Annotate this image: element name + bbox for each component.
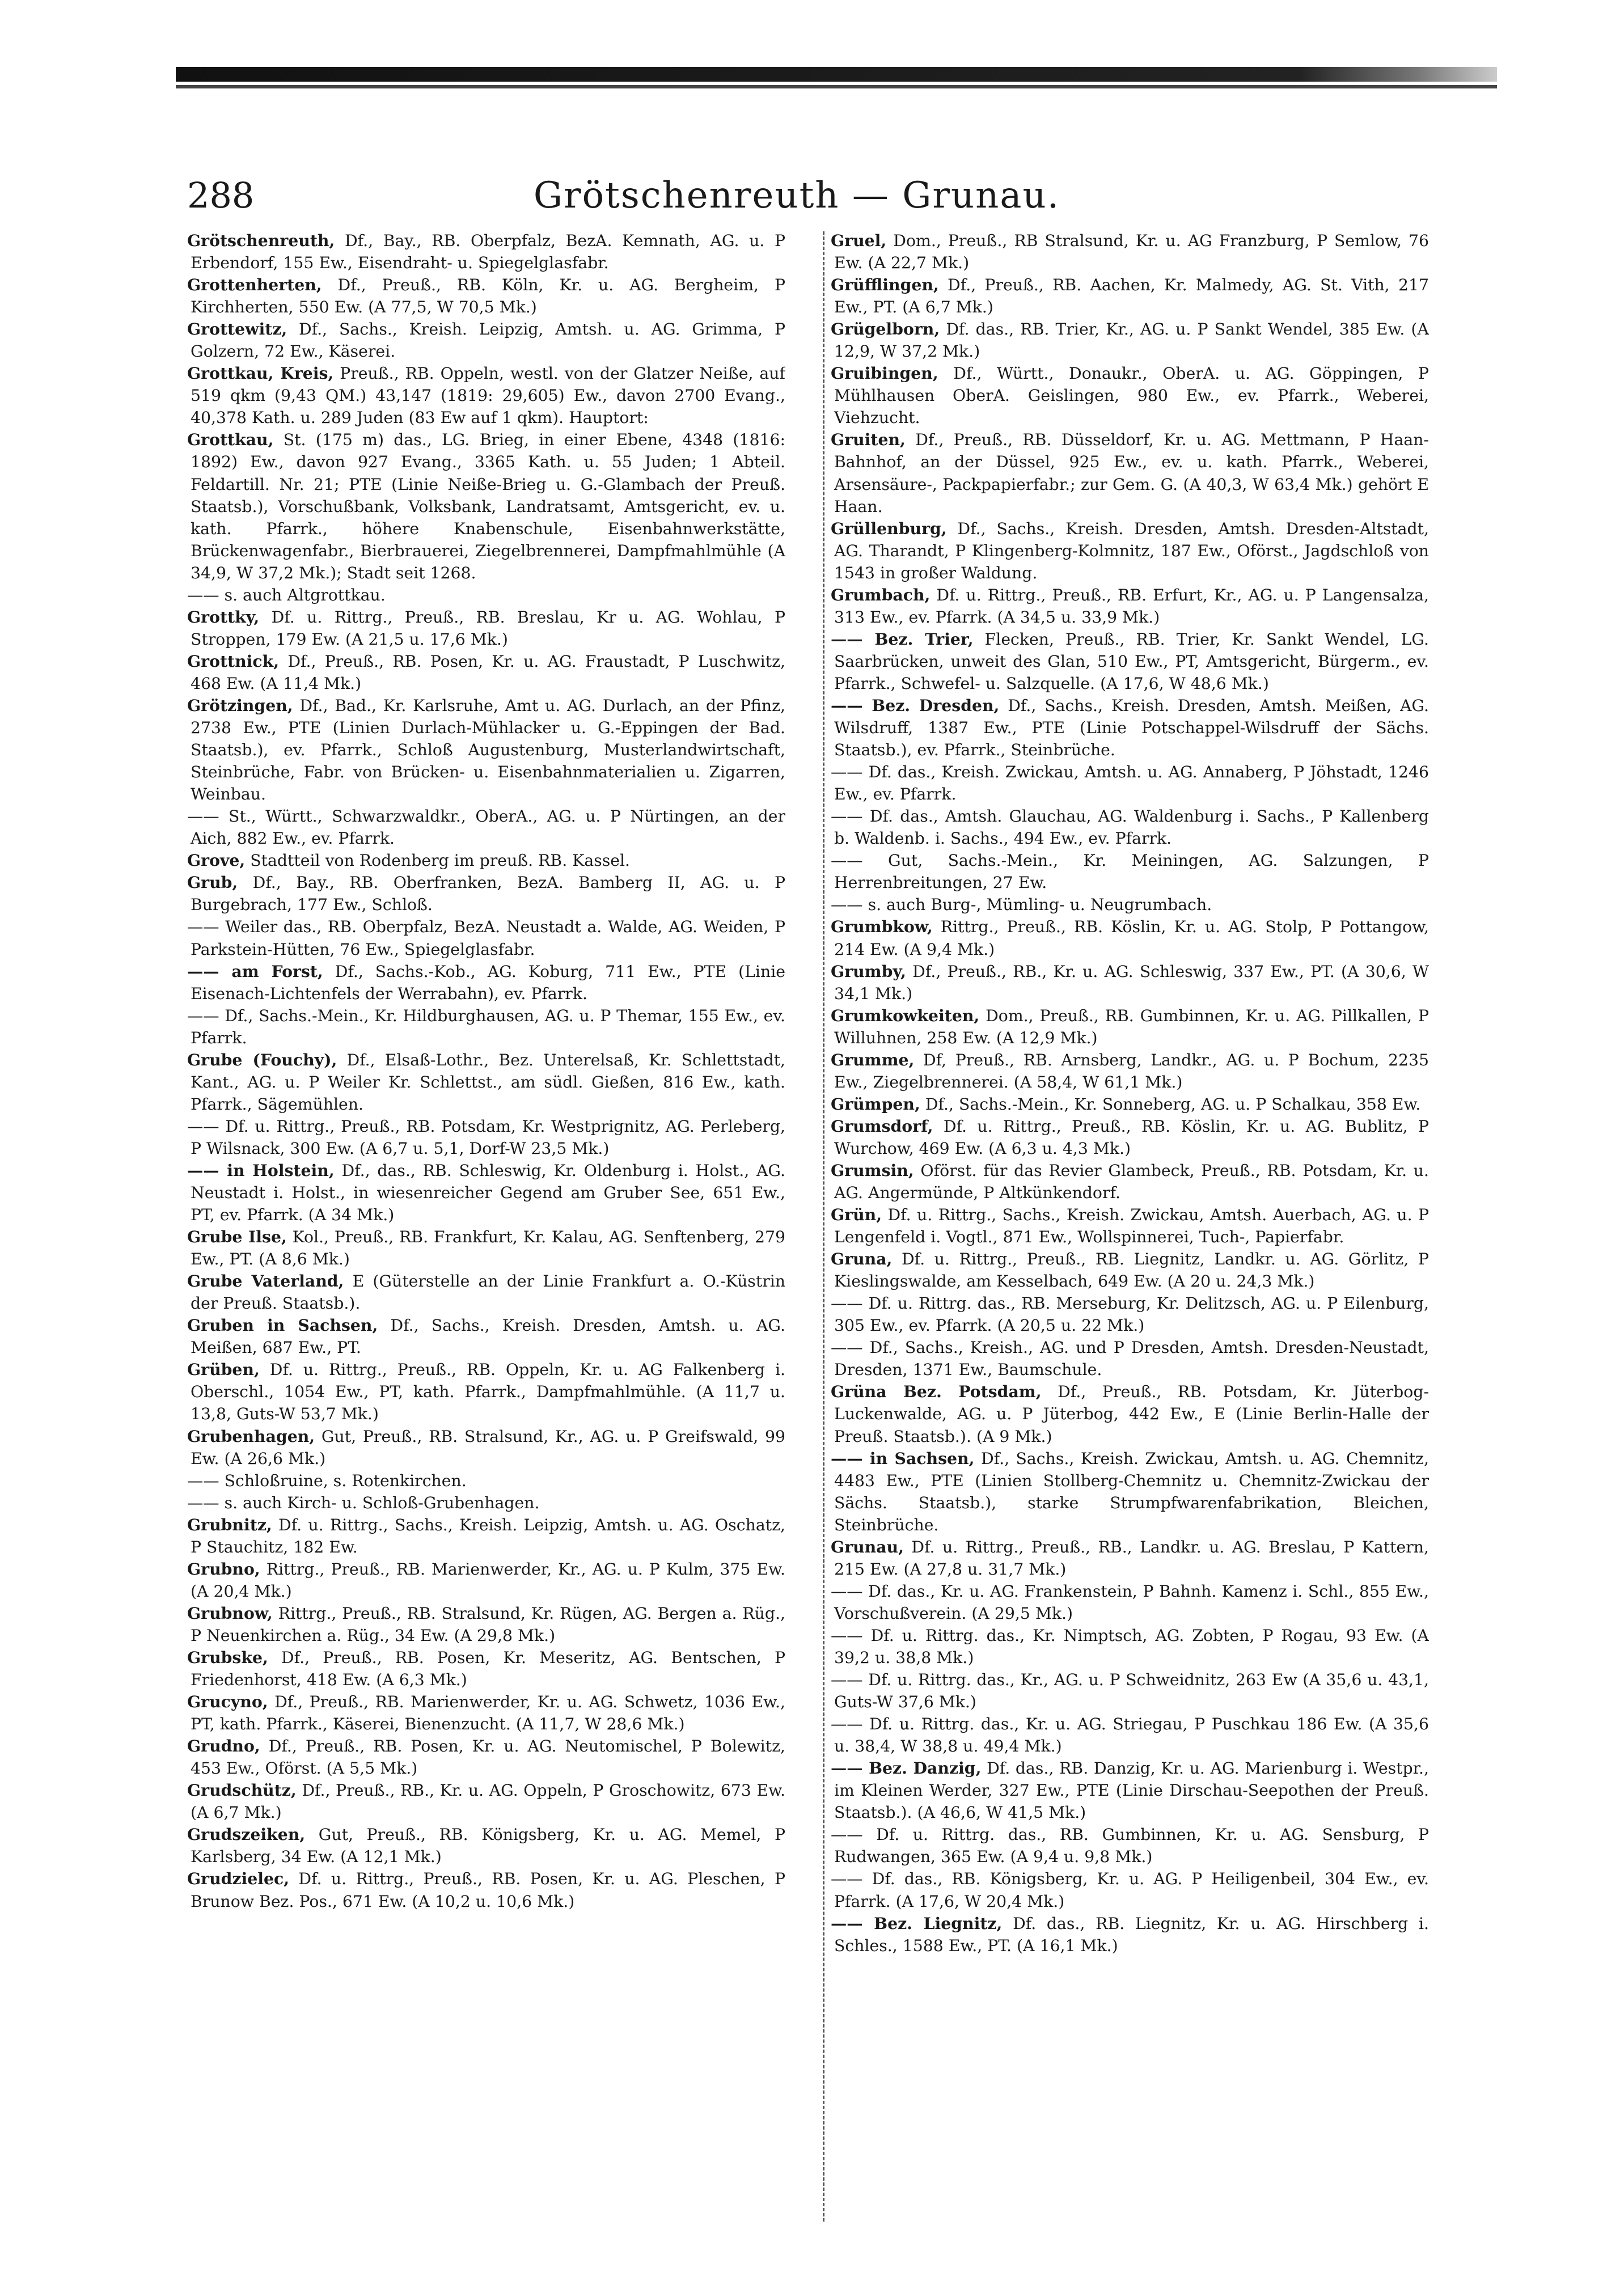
gazetteer-entry: [187, 362, 785, 429]
entry-headword: Grumme,: [831, 1050, 915, 1069]
entry-text: —— Df. u. Rittrg. das., Kr., AG. u. P Schweidnitz, 263 Ew (A 35,6 u. 43,1, Guts-W 37,6 Mk.): [831, 1670, 1429, 1712]
entry-headword: Grubnow,: [187, 1603, 273, 1623]
entry-text: Df., Sachs.-Mein., Kr. Sonneberg, AG. u. P Schalkau, 358 Ew.: [920, 1094, 1421, 1114]
entry-text: —— Df. u. Rittrg. das., Kr. Nimptsch, AG. Zobten, P Rogau, 93 Ew. (A 39,2 u. 38,8 Mk.): [831, 1626, 1429, 1667]
gazetteer-entry: [831, 429, 1429, 517]
gazetteer-entry: [187, 1514, 785, 1558]
entry-headword: Grottewitz,: [187, 319, 287, 339]
entry-text: Df., Sachs., Kreish. Leipzig, Amtsh. u. AG. Grimma, P Golzern, 72 Ew., Käserei.: [191, 320, 785, 361]
gazetteer-entry: [187, 1005, 785, 1049]
entry-headword: Grube Vaterland,: [187, 1271, 344, 1291]
gazetteer-entry: [831, 1669, 1429, 1713]
entry-text: Df. das., RB. Liegnitz, Kr. u. AG. Hirschberg i. Schles., 1588 Ew., PT. (A 16,1 Mk.): [834, 1914, 1429, 1955]
entry-headword: Grubske,: [187, 1648, 268, 1667]
gazetteer-entry: [831, 916, 1429, 960]
gazetteer-entry: [831, 318, 1429, 362]
entry-text: Stadtteil von Rodenberg im preuß. RB. Kassel.: [245, 851, 631, 870]
entry-text: Df., Württ., Donaukr., OberA. u. AG. Göppingen, P Mühlhausen OberA. Geislingen, 980 Ew., ev. Pfarrk., Weberei, Viehzucht.: [834, 364, 1429, 428]
gazetteer-entry: [187, 1824, 785, 1868]
entry-text: —— Df. u. Rittrg. das., RB. Merseburg, Kr. Delitzsch, AG. u. P Eilenburg, 305 Ew., ev. Pfarrk. (A 20,5 u. 22 Mk.): [831, 1294, 1429, 1335]
gazetteer-entry: [187, 274, 785, 318]
gazetteer-entry: [187, 1270, 785, 1314]
entry-text: Df., Elsaß-Lothr., Bez. Unterelsaß, Kr. Schlettstadt, Kant., AG. u. P Weiler Kr. Schlettst., am südl. Gießen, 816 Ew., kath. Pfarrk., Sägemühlen.: [191, 1050, 785, 1114]
entry-headword: —— Bez. Danzig,: [831, 1758, 982, 1778]
entry-text: Df., Preuß., RB. Aachen, Kr. Malmedy, AG. St. Vith, 217 Ew., PT. (A 6,7 Mk.): [834, 276, 1429, 317]
entry-text: Df., Sachs., Kreish. Dresden, Amtsh. u. AG. Meißen, 687 Ew., PT.: [191, 1316, 785, 1357]
gazetteer-entry: [187, 1314, 785, 1359]
gazetteer-entry: [831, 961, 1429, 1005]
entry-text: Df. u. Rittrg., Preuß., RB. Posen, Kr. u. AG. Pleschen, P Brunow Bez. Pos., 671 Ew. (A 10,2 u. 10,6 Mk.): [191, 1869, 785, 1911]
gazetteer-entry: [187, 871, 785, 916]
gazetteer-entry: [831, 628, 1429, 695]
page-number: 288: [187, 175, 255, 216]
entry-text: Df., Preuß., RB. Posen, Kr. Meseritz, AG. Bentschen, P Friedenhorst, 418 Ew. (A 6,3 Mk.): [191, 1648, 785, 1690]
entry-text: Df., Sachs., Kreish. Zwickau, Amtsh. u. AG. Chemnitz, 4483 Ew., PTE (Linien Stollberg-Chemnitz u. Chemnitz-Zwickau der Sächs. Staatsb.), starke Strumpfwarenfabrikation, Bleichen, Steinbrüche.: [834, 1449, 1429, 1534]
entry-text: —— Df., Sachs.-Mein., Kr. Hildburghausen, AG. u. P Themar, 155 Ew., ev. Pfarrk.: [187, 1006, 785, 1047]
entry-headword: Grumby,: [831, 961, 906, 981]
gazetteer-entry: [831, 761, 1429, 805]
entry-headword: Gruiten,: [831, 430, 906, 450]
entry-text: Gut, Preuß., RB. Königsberg, Kr. u. AG. Memel, P Karlsberg, 34 Ew. (A 12,1 Mk.): [191, 1825, 785, 1867]
gazetteer-entry: [831, 274, 1429, 318]
gazetteer-entry: [187, 650, 785, 695]
gazetteer-entry: [187, 318, 785, 362]
entry-text: —— Df. das., RB. Königsberg, Kr. u. AG. P Heiligenbeil, 304 Ew., ev. Pfarrk. (A 17,6, W 20,4 Mk.): [831, 1869, 1429, 1911]
entry-headword: Grümpen,: [831, 1094, 920, 1114]
entry-text: Df., Preuß., RB. Köln, Kr. u. AG. Bergheim, P Kirchherten, 550 Ew. (A 77,5, W 70,5 Mk.): [191, 276, 785, 317]
gazetteer-entry: [187, 1115, 785, 1160]
gazetteer-entry: [831, 1868, 1429, 1912]
gazetteer-entry: [187, 1425, 785, 1470]
gazetteer-entry: [831, 1160, 1429, 1204]
entry-text: Df., Sachs., Kreish. Dresden, Amtsh. Dresden-Altstadt, AG. Tharandt, P Klingenberg-Kolmnitz, 187 Ew., Oförst., Jagdschloß von 1543 in großer Waldung.: [834, 519, 1429, 582]
entry-headword: —— in Holstein,: [187, 1160, 335, 1180]
entry-headword: Grube Ilse,: [187, 1227, 287, 1247]
gazetteer-entry: [187, 961, 785, 1005]
entry-text: Rittrg., Preuß., RB. Köslin, Kr. u. AG. Stolp, P Pottangow, 214 Ew. (A 9,4 Mk.): [834, 917, 1429, 959]
entry-text: Df., Sachs.-Kob., AG. Koburg, 711 Ew., PTE (Linie Eisenach-Lichtenfels der Werrabahn), ev. Pfarrk.: [191, 962, 785, 1003]
left-column: [187, 230, 785, 2226]
entry-headword: Grub,: [187, 873, 238, 892]
entry-text: Df. u. Rittrg., Preuß., RB. Erfurt, Kr., AG. u. P Langensalza, 313 Ew., ev. Pfarrk. (A 34,5 u. 33,9 Mk.): [834, 585, 1429, 627]
entry-text: Df. u. Rittrg., Preuß., RB. Köslin, Kr. u. AG. Bublitz, P Wurchow, 469 Ew. (A 6,3 u. 4,3 Mk.): [834, 1116, 1429, 1158]
gazetteer-entry: [831, 1248, 1429, 1292]
entry-text: Df. u. Rittrg., Sachs., Kreish. Zwickau, Amtsh. Auerbach, AG. u. P Lengenfeld i. Vogtl., 871 Ew., Wollspinnerei, Tuch-, Papierfabr.: [834, 1205, 1429, 1247]
gazetteer-entry: [831, 1115, 1429, 1160]
entry-text: —— Df. u. Rittrg. das., RB. Gumbinnen, Kr. u. AG. Sensburg, P Rudwangen, 365 Ew. (A 9,4 u. 9,8 Mk.): [831, 1825, 1429, 1867]
gazetteer-entry: [831, 1381, 1429, 1447]
entry-text: —— Gut, Sachs.-Mein., Kr. Meiningen, AG. Salzungen, P Herrenbreitungen, 27 Ew.: [831, 851, 1429, 892]
gazetteer-entry: [831, 1713, 1429, 1757]
entry-text: Df., Preuß., RB. Posen, Kr. u. AG. Neutomischel, P Bolewitz, 453 Ew., Oförst. (A 5,5 Mk.): [191, 1737, 785, 1778]
entry-text: —— Weiler das., RB. Oberpfalz, BezA. Neustadt a. Walde, AG. Weiden, P Parkstein-Hütten, 76 Ew., Spiegelglasfabr.: [187, 917, 785, 959]
gazetteer-entry: [831, 1336, 1429, 1381]
gazetteer-entry: [187, 584, 785, 606]
entry-headword: Grumsin,: [831, 1160, 914, 1180]
gazetteer-entry: [187, 1492, 785, 1514]
entry-headword: Grumsdorf,: [831, 1116, 933, 1136]
entry-text: —— Df., Sachs., Kreish., AG. und P Dresden, Amtsh. Dresden-Neustadt, Dresden, 1371 Ew., Baumschule.: [831, 1338, 1429, 1380]
entry-text: Df, Preuß., RB. Arnsberg, Landkr., AG. u. P Bochum, 2235 Ew., Ziegelbrennerei. (A 58,4, W 61,1 Mk.): [834, 1050, 1429, 1091]
entry-text: Dom., Preuß., RB Stralsund, Kr. u. AG Franzburg, P Semlow, 76 Ew. (A 22,7 Mk.): [834, 231, 1429, 273]
entry-text: Df., Preuß., RB., Kr. u. AG. Oppeln, P Groschowitz, 673 Ew. (A 6,7 Mk.): [191, 1781, 785, 1822]
entry-text: —— Df. u. Rittrg. das., Kr. u. AG. Striegau, P Puschkau 186 Ew. (A 35,6 u. 38,4, W 38,8 u. 49,4 Mk.): [831, 1715, 1429, 1756]
entry-text: —— Df. u. Rittrg., Preuß., RB. Potsdam, Kr. Westprignitz, AG. Perleberg, P Wilsnack, 300 Ew. (A 6,7 u. 5,1, Dorf-W 23,5 Mk.): [187, 1116, 785, 1158]
entry-headword: Grottnick,: [187, 651, 280, 671]
page-top-rule: [176, 85, 1497, 88]
entry-headword: Grün,: [831, 1205, 882, 1225]
entry-text: Df. das., RB. Trier, Kr., AG. u. P Sankt Wendel, 385 Ew. (A 12,9, W 37,2 Mk.): [834, 320, 1429, 361]
gazetteer-entry: [187, 1470, 785, 1492]
gazetteer-entry: [831, 1005, 1429, 1049]
entry-text: —— Schloßruine, s. Rotenkirchen.: [187, 1471, 467, 1490]
entry-text: —— s. auch Kirch- u. Schloß-Grubenhagen.: [187, 1493, 540, 1512]
gazetteer-entry: [187, 1602, 785, 1647]
entry-text: Df., Preuß., RB. Düsseldorf, Kr. u. AG. Mettmann, P Haan-Bahnhof, an der Düssel, 925 Ew., ev. u. kath. Pfarrk., Weberei, Arsensäure-, Packpapierfabr.; zur Gem. G. (A 40,3, W 63,4 Mk.) gehört E Haan.: [834, 430, 1429, 516]
entry-headword: Grottenherten,: [187, 275, 322, 295]
entry-text: Flecken, Preuß., RB. Trier, Kr. Sankt Wendel, LG. Saarbrücken, unweit des Glan, 510 Ew., PT, Amtsgericht, Bürgerm., ev. Pfarrk., Schwefel- u. Salzquelle. (A 17,6, W 48,6 Mk.): [834, 629, 1429, 693]
entry-text: —— s. auch Burg-, Mümling- u. Neugrumbach.: [831, 895, 1212, 915]
entry-text: Df. u. Rittrg., Sachs., Kreish. Leipzig, Amtsh. u. AG. Oschatz, P Stauchitz, 182 Ew.: [191, 1515, 785, 1556]
gazetteer-entry: [187, 1868, 785, 1912]
gazetteer-entry: [187, 230, 785, 274]
gazetteer-entry: [831, 894, 1429, 916]
entry-headword: Grubnitz,: [187, 1514, 272, 1534]
gazetteer-entry: [831, 1913, 1429, 1957]
entry-text: E (Güterstelle an der Linie Frankfurt a. O.-Küstrin der Preuß. Staatsb.).: [191, 1272, 785, 1313]
entry-text: Df., Preuß., RB. Posen, Kr. u. AG. Fraustadt, P Luschwitz, 468 Ew. (A 11,4 Mk.): [191, 651, 785, 693]
entry-text: Df., Bad., Kr. Karlsruhe, Amt u. AG. Durlach, an der Pfinz, 2738 Ew., PTE (Linien Durlach-Mühlacker u. G.-Eppingen der Bad. Staatsb.), ev. Pfarrk., Schloß Augustenburg, Musterlandwirtschaft, Steinbrüche, Fabr. von Brücken- u. Eisenbahnmaterialien u. Zigarren, Weinbau.: [191, 696, 785, 804]
entry-headword: Grügelborn,: [831, 319, 940, 339]
entry-headword: —— Bez. Dresden,: [831, 695, 1000, 715]
gazetteer-entry: [187, 1226, 785, 1270]
gazetteer-entry: [831, 805, 1429, 849]
gazetteer-entry: [187, 805, 785, 849]
entry-text: Df., Preuß., RB., Kr. u. AG. Schleswig, 337 Ew., PT. (A 30,6, W 34,1 Mk.): [834, 962, 1429, 1003]
entry-text: Preuß., RB. Oppeln, westl. von der Glatzer Neiße, auf 519 qkm (9,43 QM.) 43,147 (1819: 29,605) Ew., davon 2700 Evang., 40,378 Kath. u. 289 Juden (83 Ew auf 1 qkm). Hauptort:: [191, 364, 785, 428]
gazetteer-entry: [187, 1779, 785, 1824]
entry-headword: Grottkau,: [187, 430, 274, 450]
entry-headword: —— in Sachsen,: [831, 1448, 975, 1468]
entry-text: —— St., Württ., Schwarzwaldkr., OberA., AG. u. P Nürtingen, an der Aich, 882 Ew., ev. Pfarrk.: [187, 807, 785, 848]
gazetteer-entry: [187, 1647, 785, 1691]
gazetteer-entry: [831, 695, 1429, 761]
entry-headword: Gruna,: [831, 1249, 893, 1269]
entry-headword: —— am Forst,: [187, 961, 323, 981]
running-head: Grötschenreuth — Grunau.: [533, 175, 1060, 217]
entry-headword: Grube (Fouchy),: [187, 1050, 337, 1069]
entry-headword: Grudzielec,: [187, 1869, 290, 1889]
gazetteer-entry: [187, 1160, 785, 1226]
entry-headword: Grubenhagen,: [187, 1426, 315, 1446]
entry-text: Rittrg., Preuß., RB. Marienwerder, Kr., AG. u. P Kulm, 375 Ew. (A 20,4 Mk.): [191, 1559, 785, 1601]
gazetteer-entry: [831, 849, 1429, 894]
entry-headword: Grudno,: [187, 1736, 260, 1756]
page-top-edge: [176, 67, 1497, 82]
entry-headword: Grumbkow,: [831, 917, 933, 937]
entry-text: Rittrg., Preuß., RB. Stralsund, Kr. Rügen, AG. Bergen a. Rüg., P Neuenkirchen a. Rüg., 34 Ew. (A 29,8 Mk.): [191, 1604, 785, 1645]
gazetteer-entry: [187, 849, 785, 871]
gazetteer-entry: [831, 1093, 1429, 1115]
entry-headword: Gruben in Sachsen,: [187, 1315, 378, 1335]
gazetteer-entry: [831, 584, 1429, 628]
entry-text: Df., Bay., RB. Oberfranken, BezA. Bamberg II, AG. u. P Burgebrach, 177 Ew., Schloß.: [191, 873, 785, 915]
entry-headword: Grottky,: [187, 607, 260, 627]
gazetteer-entry: [831, 1536, 1429, 1580]
column-divider: [823, 231, 824, 2222]
gazetteer-entry: [831, 518, 1429, 584]
entry-headword: Grüna Bez. Potsdam,: [831, 1382, 1042, 1402]
entry-text: Df., Sachs., Kreish. Dresden, Amtsh. Meißen, AG. Wilsdruff, 1387 Ew., PTE (Linie Potschappel-Wilsdruff der Sächs. Staatsb.), ev. Pfarrk., Steinbrüche.: [834, 696, 1429, 760]
entry-headword: Grüllenburg,: [831, 518, 947, 538]
entry-text: Kol., Preuß., RB. Frankfurt, Kr. Kalau, AG. Senftenberg, 279 Ew., PT. (A 8,6 Mk.): [191, 1228, 785, 1269]
entry-headword: Grumkowkeiten,: [831, 1005, 980, 1025]
entry-text: —— Df. das., Kr. u. AG. Frankenstein, P Bahnh. Kamenz i. Schl., 855 Ew., Vorschußverein. (A 29,5 Mk.): [831, 1581, 1429, 1623]
entry-text: Gut, Preuß., RB. Stralsund, Kr., AG. u. P Greifswald, 99 Ew. (A 26,6 Mk.): [191, 1427, 785, 1468]
entry-text: Df. u. Rittrg., Preuß., RB. Breslau, Kr u. AG. Wohlau, P Stroppen, 179 Ew. (A 21,5 u. 17,6 Mk.): [191, 607, 785, 649]
entry-text: Df., Bay., RB. Oberpfalz, BezA. Kemnath, AG. u. P Erbendorf, 155 Ew., Eisendraht- u. Spiegelglasfabr.: [191, 231, 785, 273]
gazetteer-entry: [187, 606, 785, 650]
entry-text: Df. u. Rittrg., Preuß., RB. Oppeln, Kr. u. AG Falkenberg i. Oberschl., 1054 Ew., PT, kath. Pfarrk., Dampfmahlmühle. (A 11,7 u. 13,8, Guts-W 53,7 Mk.): [191, 1360, 785, 1424]
entry-text: Df. u. Rittrg., Preuß., RB. Liegnitz, Landkr. u. AG. Görlitz, P Kieslingswalde, am Kesselbach, 649 Ew. (A 20 u. 24,3 Mk.): [834, 1250, 1429, 1291]
entry-headword: Grubno,: [187, 1559, 260, 1579]
entry-headword: Grove,: [187, 851, 246, 870]
gazetteer-entry: [187, 1359, 785, 1425]
entry-text: St. (175 m) das., LG. Brieg, in einer Ebene, 4348 (1816: 1892) Ew., davon 927 Evang., 3365 Kath. u. 55 Juden; 1 Abteil. Feldartill. Nr. 21; PTE (Linie Neiße-Brieg u. G.-Glambach der Preuß. Staatsb.), Vorschußbank, Volksbank, Landratsamt, Amtsgericht, ev. u. kath. Pfarrk., höhere Knabenschule, Eisenbahnwerkstätte, Brückenwagenfabr., Bierbrauerei, Ziegelbrennerei, Dampfmahlmühle (A 34,9, W 37,2 Mk.); Stadt seit 1268.: [191, 430, 785, 582]
entry-headword: Grucyno,: [187, 1692, 268, 1712]
gazetteer-entry: [831, 1448, 1429, 1536]
entry-text: Df. u. Rittrg., Preuß., RB., Landkr. u. AG. Breslau, P Kattern, 215 Ew. (A 27,8 u. 31,7 Mk.): [834, 1537, 1429, 1579]
gazetteer-entry: [831, 362, 1429, 429]
gazetteer-entry: [831, 1624, 1429, 1669]
entry-headword: Grüben,: [187, 1360, 260, 1380]
page-header: [187, 170, 1406, 221]
gazetteer-entry: [831, 1292, 1429, 1336]
entry-text: —— s. auch Altgrottkau.: [187, 585, 386, 604]
entry-text: —— Df. das., Kreish. Zwickau, Amtsh. u. AG. Annaberg, P Jöhstadt, 1246 Ew., ev. Pfarrk.: [831, 763, 1429, 804]
entry-headword: —— Bez. Trier,: [831, 629, 974, 649]
gazetteer-entry: [831, 230, 1429, 274]
entry-text: Dom., Preuß., RB. Gumbinnen, Kr. u. AG. Pillkallen, P Willuhnen, 258 Ew. (A 12,9 Mk.): [834, 1006, 1429, 1047]
entry-text: —— Df. das., Amtsh. Glauchau, AG. Waldenburg i. Sachs., P Kallenberg b. Waldenb. i. Sachs., 494 Ew., ev. Pfarrk.: [831, 807, 1429, 848]
right-column: [831, 230, 1429, 2226]
entry-text: Df., Preuß., RB. Marienwerder, Kr. u. AG. Schwetz, 1036 Ew., PT, kath. Pfarrk., Käserei, Bienenzucht. (A 11,7, W 28,6 Mk.): [191, 1693, 785, 1734]
gazetteer-entry: [187, 1049, 785, 1115]
entry-headword: Grumbach,: [831, 585, 931, 604]
entry-text: Df., Preuß., RB. Potsdam, Kr. Jüterbog-Luckenwalde, AG. u. P Jüterbog, 442 Ew., E (Linie Berlin-Halle der Preuß. Staatsb.). (A 9 Mk.): [834, 1382, 1429, 1446]
gazetteer-entry: [831, 1049, 1429, 1093]
entry-headword: Grottkau, Kreis,: [187, 363, 334, 383]
gazetteer-entry: [187, 429, 785, 583]
entry-headword: Grunau,: [831, 1537, 904, 1556]
entry-headword: Grötzingen,: [187, 695, 293, 715]
gazetteer-entry: [187, 1558, 785, 1602]
gazetteer-entry: [187, 1691, 785, 1735]
entry-headword: —— Bez. Liegnitz,: [831, 1913, 1003, 1933]
entry-text: Df. das., RB. Danzig, Kr. u. AG. Marienburg i. Westpr., im Kleinen Werder, 327 Ew., PTE (Linie Dirschau-Seepothen der Preuß. Staatsb.). (A 46,6, W 41,5 Mk.): [834, 1759, 1429, 1822]
entry-headword: Grüfflingen,: [831, 275, 939, 295]
entry-headword: Gruel,: [831, 231, 887, 250]
entry-headword: Grudszeiken,: [187, 1825, 306, 1844]
gazetteer-entry: [831, 1757, 1429, 1824]
entry-text: Oförst. für das Revier Glambeck, Preuß., RB. Potsdam, Kr. u. AG. Angermünde, P Altkünkendorf.: [834, 1161, 1429, 1203]
entry-headword: Grudschütz,: [187, 1780, 297, 1800]
gazetteer-entry: [187, 916, 785, 960]
entry-headword: Gruibingen,: [831, 363, 938, 383]
gazetteer-entry: [831, 1824, 1429, 1868]
gazetteer-entry: [831, 1204, 1429, 1248]
gazetteer-entry: [187, 695, 785, 805]
gazetteer-entry: [187, 1735, 785, 1779]
gazetteer-entry: [831, 1580, 1429, 1624]
entry-headword: Grötschenreuth,: [187, 231, 335, 250]
entry-text: Df., das., RB. Schleswig, Kr. Oldenburg i. Holst., AG. Neustadt i. Holst., in wiesenreicher Gegend am Gruber See, 651 Ew., PT, ev. Pfarrk. (A 34 Mk.): [191, 1161, 785, 1225]
